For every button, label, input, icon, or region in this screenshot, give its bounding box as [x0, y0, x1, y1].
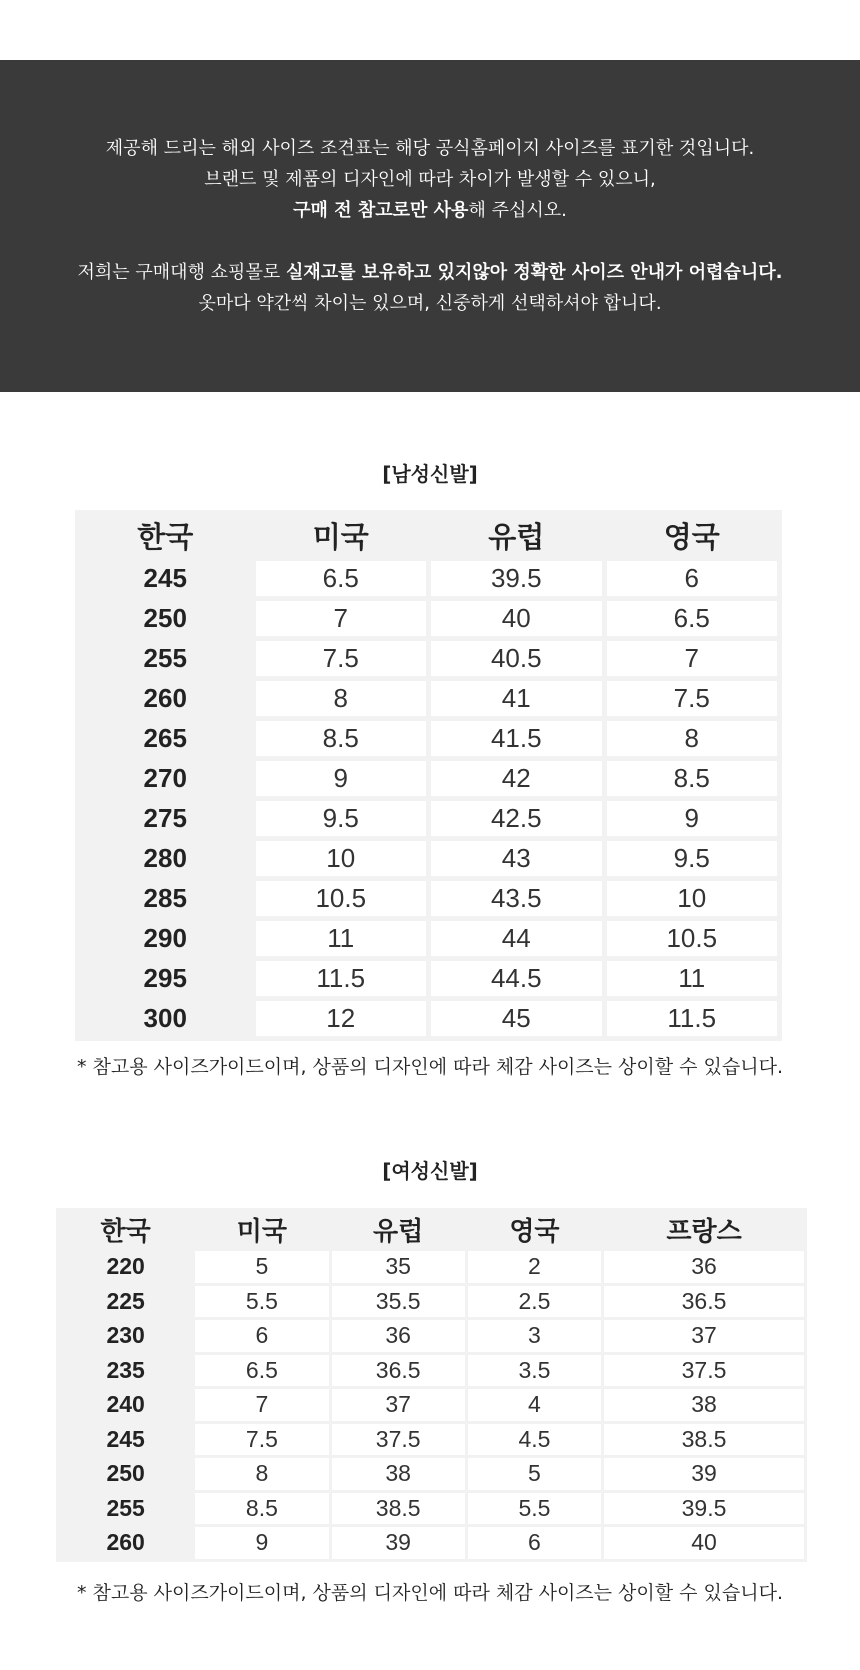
- korean-size-cell: 245: [80, 561, 251, 596]
- notice-line: 브랜드 및 제품의 디자인에 따라 차이가 발생할 수 있으니,: [204, 169, 656, 190]
- size-cell: 36.5: [332, 1355, 465, 1387]
- notice-line: 옷마다 약간씩 차이는 있으며, 신중하게 선택하셔야 합니다.: [198, 293, 662, 314]
- size-cell: 7: [256, 601, 427, 636]
- notice-line: 제공해 드리는 해외 사이즈 조견표는 해당 공식홈페이지 사이즈를 표기한 것입니다.: [105, 138, 755, 159]
- table-row: [80, 721, 777, 756]
- size-cell: 36.5: [604, 1286, 804, 1318]
- size-cell: 8: [607, 721, 778, 756]
- size-cell: 9: [607, 801, 778, 836]
- size-cell: 39: [604, 1458, 804, 1490]
- column-header: 미국: [195, 1211, 328, 1248]
- size-cell: 11.5: [256, 961, 427, 996]
- korean-size-cell: 240: [59, 1389, 192, 1421]
- korean-size-cell: 245: [59, 1424, 192, 1456]
- size-cell: 8.5: [195, 1493, 328, 1525]
- column-header: 한국: [80, 515, 251, 556]
- size-cell: 9: [256, 761, 427, 796]
- size-cell: 37: [332, 1389, 465, 1421]
- size-cell: 8: [256, 681, 427, 716]
- table-row: [80, 841, 777, 876]
- table-row: [59, 1251, 804, 1283]
- size-cell: 7: [195, 1389, 328, 1421]
- notice-text: [0, 60, 860, 319]
- table-row: [80, 921, 777, 956]
- size-cell: 5: [195, 1251, 328, 1283]
- korean-size-cell: 280: [80, 841, 251, 876]
- notice-banner: [0, 60, 860, 392]
- size-cell: 8: [195, 1458, 328, 1490]
- size-cell: 10.5: [256, 881, 427, 916]
- size-cell: 36: [332, 1320, 465, 1352]
- korean-size-cell: 255: [80, 641, 251, 676]
- size-cell: 39.5: [604, 1493, 804, 1525]
- size-cell: 4: [468, 1389, 601, 1421]
- size-cell: 40.5: [431, 641, 602, 676]
- korean-size-cell: 300: [80, 1001, 251, 1036]
- table-row: [80, 681, 777, 716]
- size-cell: 44: [431, 921, 602, 956]
- korean-size-cell: 225: [59, 1286, 192, 1318]
- korean-size-cell: 295: [80, 961, 251, 996]
- size-cell: 9.5: [256, 801, 427, 836]
- column-header: 한국: [59, 1211, 192, 1248]
- size-cell: 38: [604, 1389, 804, 1421]
- size-cell: 11.5: [607, 1001, 778, 1036]
- table-header-row: [59, 1211, 804, 1248]
- korean-size-cell: 255: [59, 1493, 192, 1525]
- korean-size-cell: 230: [59, 1320, 192, 1352]
- size-cell: 35: [332, 1251, 465, 1283]
- size-cell: 12: [256, 1001, 427, 1036]
- table-row: [80, 801, 777, 836]
- table-row: [59, 1286, 804, 1318]
- women-size-table-body: [59, 1211, 804, 1559]
- table-row: [59, 1527, 804, 1559]
- korean-size-cell: 260: [80, 681, 251, 716]
- column-header: 미국: [256, 515, 427, 556]
- size-cell: 6: [468, 1527, 601, 1559]
- size-cell: 41.5: [431, 721, 602, 756]
- size-cell: 38: [332, 1458, 465, 1490]
- size-cell: 8.5: [607, 761, 778, 796]
- size-cell: 6.5: [607, 601, 778, 636]
- size-cell: 11: [607, 961, 778, 996]
- size-cell: 8.5: [256, 721, 427, 756]
- size-cell: 9: [195, 1527, 328, 1559]
- size-cell: 37: [604, 1320, 804, 1352]
- notice-line: [0, 195, 860, 226]
- women-footnote: * 참고용 사이즈가이드이며, 상품의 디자인에 따라 체감 사이즈는 상이할 수 있습니다.: [76, 1582, 783, 1604]
- column-header: 영국: [607, 515, 778, 556]
- table-row: [59, 1355, 804, 1387]
- size-cell: 7.5: [607, 681, 778, 716]
- size-cell: 39.5: [431, 561, 602, 596]
- korean-size-cell: 275: [80, 801, 251, 836]
- size-cell: 36: [604, 1251, 804, 1283]
- korean-size-cell: 220: [59, 1251, 192, 1283]
- size-cell: 6.5: [256, 561, 427, 596]
- size-cell: 3: [468, 1320, 601, 1352]
- size-cell: 9.5: [607, 841, 778, 876]
- korean-size-cell: 260: [59, 1527, 192, 1559]
- women-section-title: [여성신발]: [382, 1159, 478, 1183]
- size-cell: 41: [431, 681, 602, 716]
- notice-emphasis: 구매 전 참고로만 사용: [293, 200, 469, 221]
- size-cell: 11: [256, 921, 427, 956]
- men-footnote: * 참고용 사이즈가이드이며, 상품의 디자인에 따라 체감 사이즈는 상이할 수 있습니다.: [76, 1056, 783, 1078]
- table-row: [59, 1493, 804, 1525]
- size-cell: 2.5: [468, 1286, 601, 1318]
- size-cell: 6: [195, 1320, 328, 1352]
- size-cell: 40: [604, 1527, 804, 1559]
- size-cell: 7.5: [256, 641, 427, 676]
- korean-size-cell: 265: [80, 721, 251, 756]
- size-cell: 37.5: [604, 1355, 804, 1387]
- size-cell: 7.5: [195, 1424, 328, 1456]
- size-cell: 45: [431, 1001, 602, 1036]
- size-cell: 43.5: [431, 881, 602, 916]
- column-header: 영국: [468, 1211, 601, 1248]
- table-header-row: [80, 515, 777, 556]
- men-section-title: [남성신발]: [382, 462, 478, 486]
- column-header: 유럽: [431, 515, 602, 556]
- notice-line-rest: 해 주십시오.: [468, 200, 567, 221]
- women-size-table: [56, 1208, 807, 1562]
- men-size-table: [75, 510, 782, 1041]
- notice-emphasis: 실재고를 보유하고 있지않아 정확한 사이즈 안내가 어렵습니다.: [285, 262, 783, 283]
- table-row: [80, 881, 777, 916]
- notice-line-lead: 저희는 구매대행 쇼핑몰로: [77, 262, 286, 283]
- korean-size-cell: 235: [59, 1355, 192, 1387]
- table-row: [80, 601, 777, 636]
- size-cell: 38.5: [332, 1493, 465, 1525]
- size-cell: 37.5: [332, 1424, 465, 1456]
- korean-size-cell: 250: [80, 601, 251, 636]
- table-row: [80, 1001, 777, 1036]
- size-cell: 44.5: [431, 961, 602, 996]
- table-row: [80, 961, 777, 996]
- table-row: [59, 1389, 804, 1421]
- table-row: [80, 761, 777, 796]
- size-cell: 7: [607, 641, 778, 676]
- korean-size-cell: 290: [80, 921, 251, 956]
- size-cell: 5: [468, 1458, 601, 1490]
- table-row: [80, 561, 777, 596]
- korean-size-cell: 285: [80, 881, 251, 916]
- notice-spacer: [0, 226, 860, 257]
- men-size-table-body: [80, 515, 777, 1036]
- notice-line: [0, 257, 860, 288]
- table-row: [59, 1424, 804, 1456]
- size-cell: 39: [332, 1527, 465, 1559]
- column-header: 유럽: [332, 1211, 465, 1248]
- size-cell: 38.5: [604, 1424, 804, 1456]
- size-cell: 5.5: [195, 1286, 328, 1318]
- size-cell: 42: [431, 761, 602, 796]
- size-cell: 43: [431, 841, 602, 876]
- size-cell: 10: [607, 881, 778, 916]
- table-row: [59, 1320, 804, 1352]
- size-cell: 2: [468, 1251, 601, 1283]
- size-cell: 4.5: [468, 1424, 601, 1456]
- size-cell: 10.5: [607, 921, 778, 956]
- size-cell: 6.5: [195, 1355, 328, 1387]
- column-header: 프랑스: [604, 1211, 804, 1248]
- size-cell: 3.5: [468, 1355, 601, 1387]
- size-cell: 35.5: [332, 1286, 465, 1318]
- size-cell: 6: [607, 561, 778, 596]
- size-cell: 10: [256, 841, 427, 876]
- size-cell: 5.5: [468, 1493, 601, 1525]
- table-row: [80, 641, 777, 676]
- size-cell: 40: [431, 601, 602, 636]
- korean-size-cell: 270: [80, 761, 251, 796]
- table-row: [59, 1458, 804, 1490]
- size-cell: 42.5: [431, 801, 602, 836]
- korean-size-cell: 250: [59, 1458, 192, 1490]
